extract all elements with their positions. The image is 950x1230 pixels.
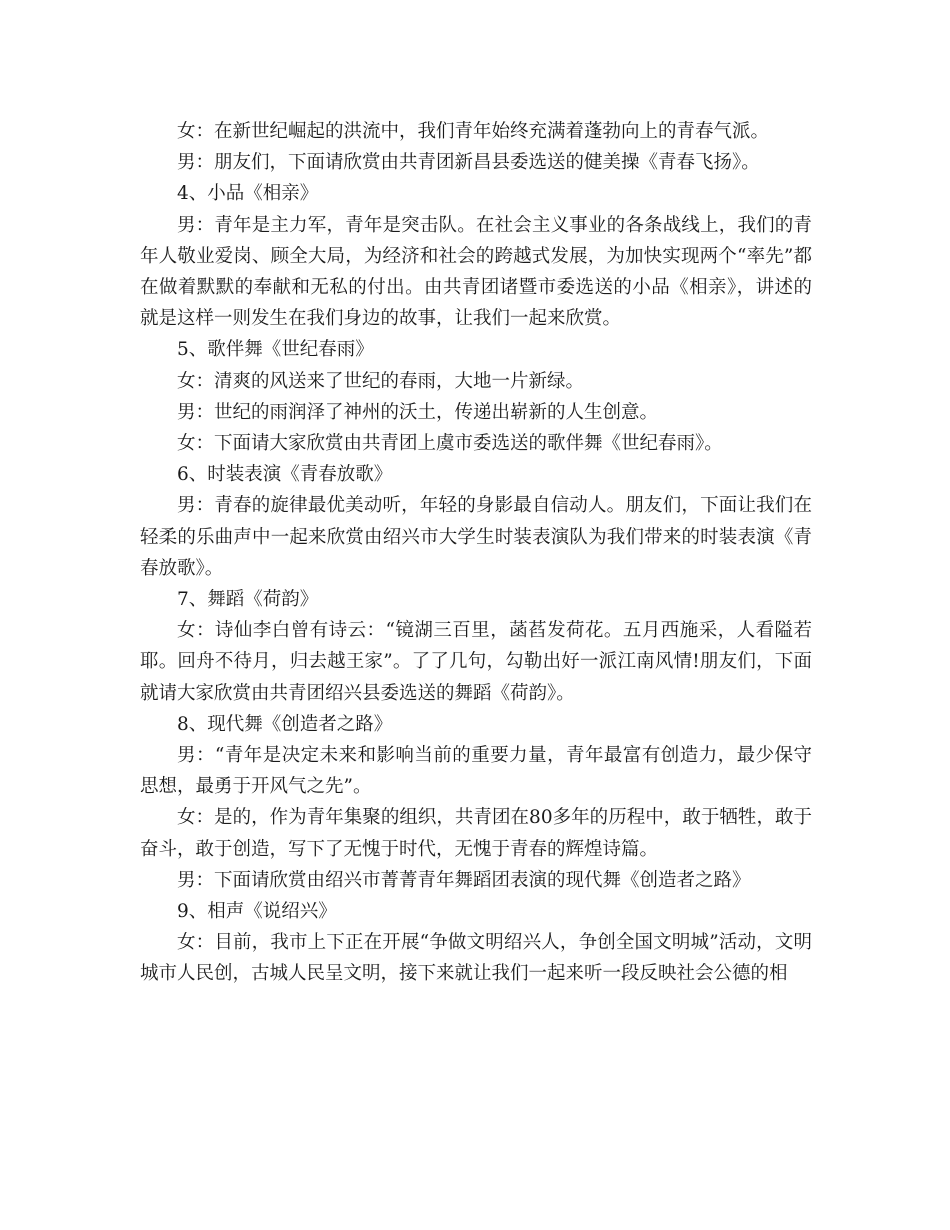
paragraph: 男：“青年是决定未来和影响当前的重要力量，青年最富有创造力，最少保守思想，最勇于开风气之先”。 [140,745,812,798]
section-heading: 8、现代舞《创造者之路》 [177,713,393,735]
paragraph: 女：清爽的风送来了世纪的春雨，大地一片新绿。 [177,370,585,392]
section-heading: 9、相声《说绍兴》 [177,901,337,923]
paragraph: 男：世纪的雨润泽了神州的沃土，传递出崭新的人生创意。 [177,401,659,423]
paragraph: 男：下面请欣赏由绍兴市菁菁青年舞蹈团表演的现代舞《创造者之路》 [177,869,751,891]
paragraph: 男：青春的旋律最优美动听，年轻的身影最自信动人。朋友们，下面让我们在轻柔的乐曲声中一起来欣赏由绍兴市大学生时装表演队为我们带来的时装表演《青春放歌》。 [140,495,812,579]
paragraph: 男：青年是主力军，青年是突击队。在社会主义事业的各条战线上，我们的青年人敬业爱岗、顾全大局，为经济和社会的跨越式发展，为加快实现两个“率先”都在做着默默的奉献和无私的付出。由共青团诸暨市委选送的小品《相亲》，讲述的就是这样一则发生在我们身边的故事，让我们一起来欣赏。 [140,214,812,330]
section-heading: 6、时装表演《青春放歌》 [177,464,393,486]
paragraph: 女：目前，我市上下正在开展“争做文明绍兴人，争创全国文明城”活动，文明城市人民创，古城人民呈文明，接下来就让我们一起来听一段反映社会公德的相 [140,932,812,985]
paragraph: 女：是的，作为青年集聚的组织，共青团在80多年的历程中，敢于牺牲，敢于奋斗，敢于创造，写下了无愧于时代，无愧于青春的辉煌诗篇。 [140,807,812,860]
document-body [140,116,812,990]
paragraph: 女：诗仙李白曾有诗云：“镜湖三百里，菡萏发荷花。五月西施采，人看隘若耶。回舟不待月，归去越王家”。了了几句，勾勒出好一派江南风情!朋友们，下面就请大家欣赏由共青团绍兴县委选送的舞蹈《荷韵》。 [140,620,812,704]
section-heading: 5、歌伴舞《世纪春雨》 [177,339,374,361]
paragraph: 女：在新世纪崛起的洪流中，我们青年始终充满着蓬勃向上的青春气派。 [177,121,770,142]
paragraph: 女：下面请大家欣赏由共青团上虞市委选送的歌伴舞《世纪春雨》。 [177,433,723,455]
section-heading: 7、舞蹈《荷韵》 [177,589,319,611]
paragraph: 男：朋友们，下面请欣赏由共青团新昌县委选送的健美操《青春飞扬》。 [177,152,760,174]
section-heading: 4、小品《相亲》 [177,183,319,205]
